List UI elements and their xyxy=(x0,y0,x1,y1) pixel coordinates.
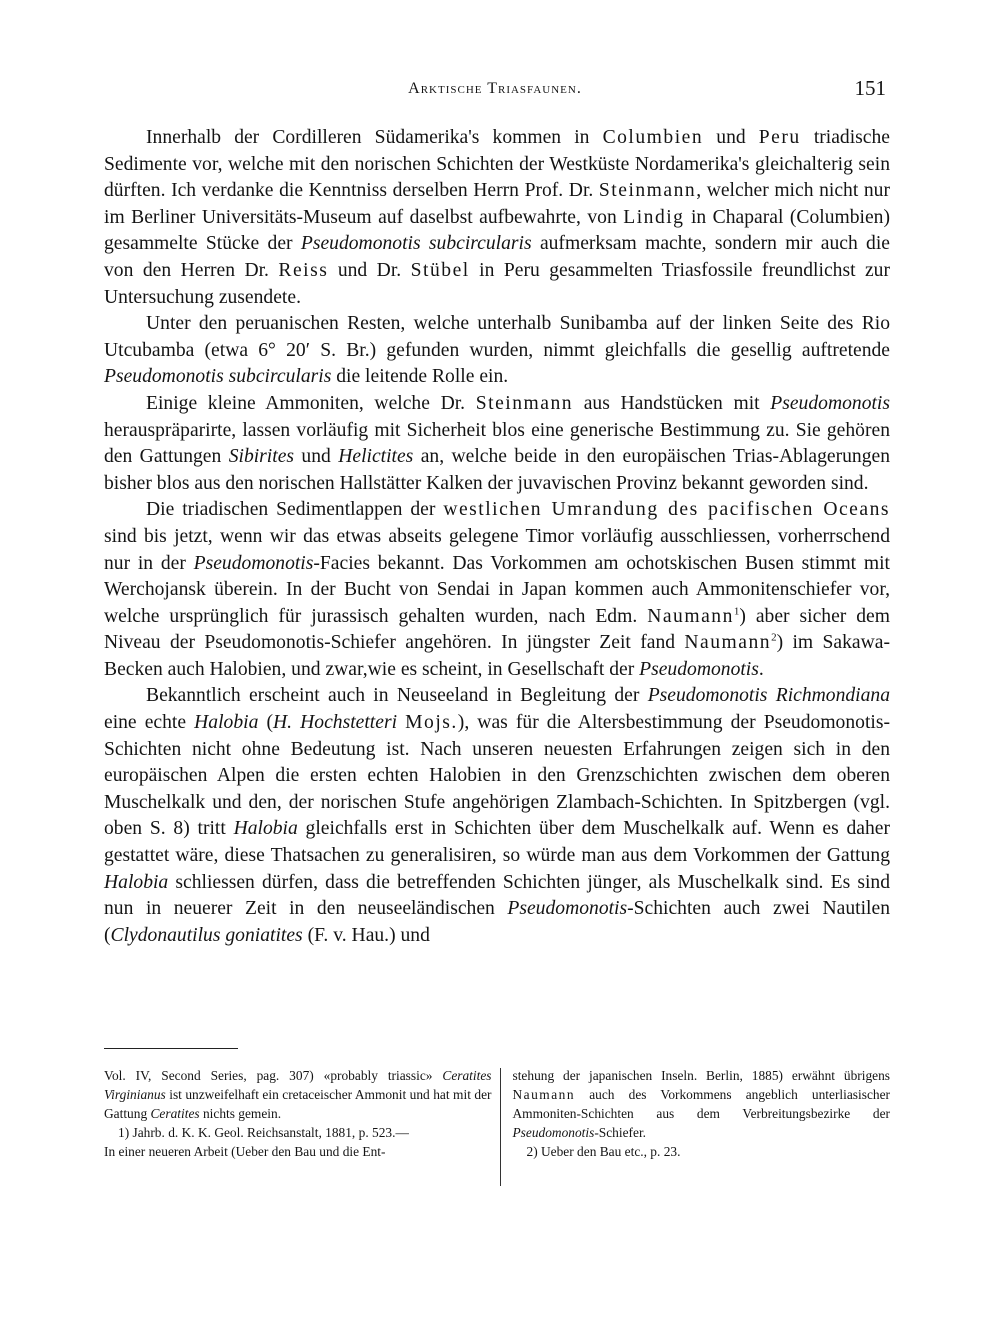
text-run: ( xyxy=(258,712,274,734)
text-run: ), was für die Altersbestimmung der Pseudomonotis-Schichten nicht ohne Bedeutung ist. Nach unseren neuesten Erfahrungen zeigen sich in den europäischen Alpen die ersten echten Halobien in den Grenzschichten zwischen dem oberen Muschelkalk und den, der norischen Stufe angehörigen Zlambach-Schichten. In Spitzbergen (vgl. oben S. 8) tritt xyxy=(104,712,890,840)
text-run: eine echte xyxy=(104,712,195,734)
person-name: Lindig xyxy=(623,206,685,228)
text-run: aus Handstücken mit xyxy=(573,392,771,414)
text-run: (F. v. Hau.) und xyxy=(302,924,430,946)
footnote-1 xyxy=(104,1123,492,1142)
text-run: -Schichten auch zwei Nautilen ( xyxy=(104,898,890,946)
text-run: -Schiefer. xyxy=(594,1125,647,1140)
taxon-name: Clydonautilus goniatites xyxy=(110,924,303,946)
footnote-continuation xyxy=(104,1066,492,1123)
person-name: Naumann xyxy=(684,632,772,654)
text-run: Unter den peruanischen Resten, welche unterhalb Sunibamba auf der linken Seite des Rio Utcubamba (etwa 6° 20′ S. Br.) gefunden wurden, nimmt gleichfalls die gesellig auftretende xyxy=(104,313,890,361)
text-run: ) im Sakawa-Becken auch Halobien, und zwar,wie es scheint, in Gesellschaft der xyxy=(104,632,890,680)
taxon-name: Pseudomonotis Richmondiana xyxy=(647,685,891,707)
taxon-name: Ceratites Virginianus xyxy=(104,1068,492,1102)
text-run: . xyxy=(758,658,764,680)
footnote-column-right xyxy=(501,1066,891,1186)
footnote-ref-1: 1 xyxy=(733,605,740,618)
taxon-name: Pseudomonotis xyxy=(770,392,890,414)
taxon-name: Pseudomonotis subcircularis xyxy=(300,233,532,255)
taxon-name: Pseudomonotis subcircularis xyxy=(104,366,332,388)
text-run: , welcher mich nicht nur im Berliner Universitäts-Museum auf daselbst aufbewahrte, von xyxy=(104,180,890,228)
running-title: Arktische Triasfaunen. xyxy=(408,80,582,97)
text-run: die leitende Rolle ein. xyxy=(331,366,509,388)
text-run: auch des Vorkommens angeblich unterliasischer Ammoniten-Schichten aus dem Verbreitungsbezirke der xyxy=(512,1087,890,1121)
footnote-2: 2) Ueber den Bau etc., p. 23. xyxy=(526,1144,681,1159)
place-name: Peru xyxy=(758,127,801,148)
text-run: und xyxy=(294,446,339,468)
footnotes xyxy=(104,1066,890,1186)
text-run: Bekanntlich erscheint auch in Neuseeland in Begleitung der xyxy=(146,685,648,707)
author-name: Mojs. xyxy=(405,712,458,734)
text-run: Einige kleine Ammoniten, welche Dr. xyxy=(146,392,476,414)
text-run: 1) Jahrb. d. K. K. Geol. Reichsanstalt, 1881, p. 523.— xyxy=(118,1125,409,1140)
text-run: in Peru gesammelten Triasfossile freundlichst zur Untersuchung zusendete. xyxy=(104,259,890,308)
text-run: herauspräparirte, lassen vorläufig mit Sicherheit blos eine generische Bestimmung zu. Sie gehören den Gattungen xyxy=(104,419,890,468)
text-run: aufmerksam machte, sondern mir auch die von den Herren Dr. xyxy=(104,233,890,281)
text-run: und xyxy=(703,127,759,148)
person-name: Steinmann xyxy=(475,392,574,414)
text-run: nichts gemein. xyxy=(199,1106,282,1121)
person-name: Steinmann xyxy=(598,180,697,202)
text-run: stehung der japanischen Inseln. Berlin, 1885) erwähnt übrigens xyxy=(512,1068,890,1083)
text-run: in Chaparal (Columbien) gesammelte Stücke der xyxy=(104,206,890,255)
person-name: Naumann xyxy=(647,605,734,627)
taxon-name: Halobia xyxy=(104,871,169,893)
place-name: Columbien xyxy=(602,127,704,148)
taxon-name: Ceratites xyxy=(150,1106,200,1121)
taxon-name: Pseudomonotis xyxy=(512,1125,595,1140)
page-number: 151 xyxy=(854,76,886,100)
taxon-name: Halobia xyxy=(233,818,298,840)
paragraph-1 xyxy=(104,125,890,311)
taxon-name: Helictites xyxy=(338,446,414,468)
text-run: ist unzweifelhaft ein cretaceischer Ammonit und hat mit der Gattung xyxy=(104,1087,492,1121)
text-run: ) aber sicher dem Niveau der Pseudomonotis-Schiefer angehören. In jüngster Zeit fand xyxy=(104,605,890,654)
page-header xyxy=(104,76,886,110)
paragraph-5 xyxy=(104,683,890,949)
text-run: schliessen dürfen, dass die betreffenden Schichten jünger, als Muschelkalk sind. Es sind nun in neuerer Zeit in den neuseeländischen xyxy=(104,871,890,920)
paragraph-3 xyxy=(104,391,890,497)
taxon-name: Sibirites xyxy=(228,446,295,468)
footnote-rule xyxy=(104,1048,238,1049)
text-run: triadische Sedimente vor, welche mit den norischen Schichten der Westküste Nordamerika's gleichalterig sein dürften. Ich verdanke die Kenntniss derselben Herrn Prof. Dr. xyxy=(104,127,890,202)
taxon-name: Pseudomonotis xyxy=(507,898,628,920)
text-run: Vol. IV, Second Series, pag. 307) «probably triassic» xyxy=(104,1068,443,1083)
footnote-1-continuation: In einer neueren Arbeit (Ueber den Bau und die Ent- xyxy=(104,1144,386,1159)
text-run: und Dr. xyxy=(328,259,411,281)
footnote-column-left xyxy=(104,1066,500,1186)
paragraph-2 xyxy=(104,311,890,391)
text-run: -Facies bekannt. Das Vorkommen am ochotskischen Busen stimmt mit Werchojansk überein. In der Bucht von Sendai in Japan kommen auch Ammonitenschiefer vor, welche ursprünglich für jurassisch gehalten wurden, nach Edm. xyxy=(104,552,891,627)
text-run: sind bis jetzt, wenn wir das etwas abseits gelegene Timor vorläufig ausschliessen, vorherrschend nur in der xyxy=(104,525,890,574)
main-text xyxy=(104,125,890,949)
text-run: gleichfalls erst in Schichten über dem Muschelkalk auf. Wenn es daher gestattet wäre, diese Thatsachen zu generalisiren, so würde man aus dem Vorkommen der Gattung xyxy=(104,818,890,867)
taxon-name: Halobia xyxy=(194,712,259,734)
text-run xyxy=(397,712,405,733)
footnote-ref-2: 2 xyxy=(771,631,777,644)
taxon-name: Pseudomonotis xyxy=(639,658,759,680)
person-name: Naumann xyxy=(512,1087,576,1102)
text-run: Die triadischen Sedimentlappen der xyxy=(146,499,444,521)
person-name: Reiss xyxy=(278,259,329,281)
taxon-name: Pseudomonotis xyxy=(193,552,314,574)
region-name: westlichen Umrandung des pacifischen Oceans xyxy=(443,499,890,521)
person-name: Stübel xyxy=(410,259,470,281)
taxon-name: H. Hochstetteri xyxy=(273,712,398,734)
text-run: Innerhalb der Cordilleren Südamerika's kommen in xyxy=(146,127,603,148)
footnote-continuation-right xyxy=(513,1066,891,1142)
paragraph-4 xyxy=(104,497,890,683)
text-run: an, welche beide in den europäischen Trias-Ablagerungen bisher blos aus den norischen Hallstätter Kalken der juvavischen Provinz bekannt geworden sind. xyxy=(104,446,891,494)
